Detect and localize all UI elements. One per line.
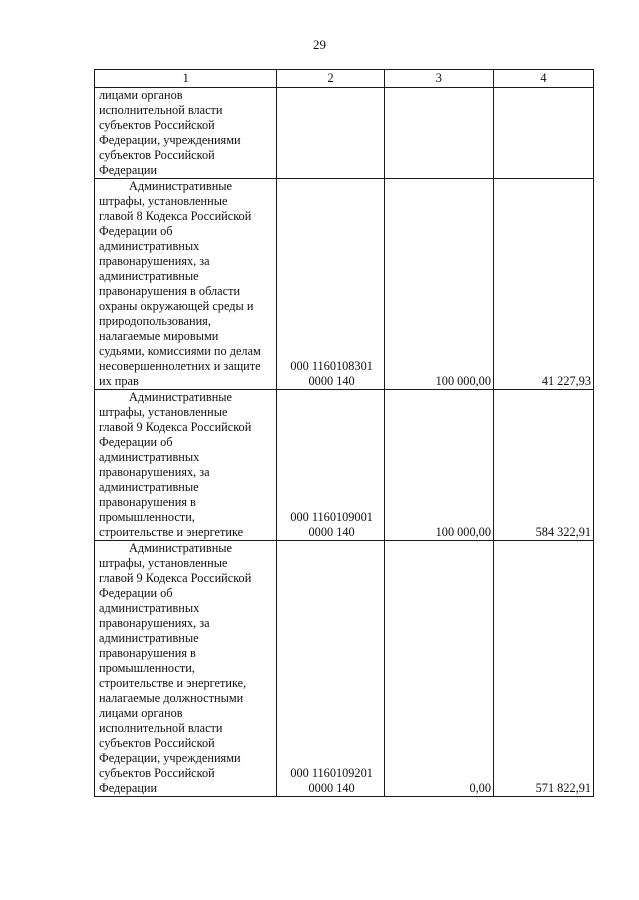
code-line-2: 0000 140 — [308, 781, 355, 795]
description-line: штрафы, установленные — [99, 194, 228, 208]
description-line: правонарушения в — [99, 646, 196, 660]
table-header-row — [95, 70, 594, 88]
description-line: Федерации об — [99, 435, 173, 449]
description-line: административных — [99, 450, 200, 464]
row-code — [277, 179, 384, 390]
description-line: налагаемые должностными — [99, 691, 244, 705]
row-description — [95, 179, 277, 390]
description-line: исполнительной власти — [99, 721, 223, 735]
row-actual-amount — [493, 88, 593, 179]
description-line: промышленности, — [99, 510, 195, 524]
description-line: их прав — [99, 374, 139, 388]
row-code — [277, 88, 384, 179]
row-actual-amount: 584 322,91 — [493, 390, 593, 541]
description-line: правонарушениях, за — [99, 616, 210, 630]
description-line: главой 9 Кодекса Российской — [99, 420, 252, 434]
column-header-2: 2 — [277, 70, 384, 88]
description-line: главой 9 Кодекса Российской — [99, 571, 252, 585]
code-line-1: 000 1160109001 — [290, 510, 373, 524]
description-line: Федерации об — [99, 586, 173, 600]
description-line: правонарушения в области — [99, 284, 241, 298]
code-line-2: 0000 140 — [308, 525, 355, 539]
code-line-2: 0000 140 — [308, 374, 355, 388]
table-row — [95, 179, 594, 390]
description-line: административных — [99, 239, 200, 253]
description-line: Административные — [129, 541, 232, 555]
description-line: природопользования, — [99, 314, 211, 328]
description-line: административных — [99, 601, 200, 615]
description-line: охраны окружающей среды и — [99, 299, 254, 313]
description-line: субъектов Российской — [99, 118, 215, 132]
description-line: несовершеннолетних и защите — [99, 359, 261, 373]
row-actual-amount: 571 822,91 — [493, 541, 593, 797]
description-line: субъектов Российской — [99, 148, 215, 162]
row-plan-amount — [384, 88, 493, 179]
description-line: административные — [99, 480, 199, 494]
row-plan-amount: 100 000,00 — [384, 390, 493, 541]
row-description — [95, 390, 277, 541]
description-line: правонарушения в — [99, 495, 196, 509]
description-line: Административные — [129, 390, 232, 404]
description-line: субъектов Российской — [99, 766, 215, 780]
description-line: субъектов Российской — [99, 736, 215, 750]
description-line: административные — [99, 269, 199, 283]
column-header-1: 1 — [95, 70, 277, 88]
row-code — [277, 390, 384, 541]
row-description — [95, 88, 277, 179]
description-line: строительстве и энергетике — [99, 525, 244, 539]
description-line: Федерации — [99, 781, 158, 795]
description-line: лицами органов — [99, 88, 183, 102]
row-description — [95, 541, 277, 797]
table-row — [95, 541, 594, 797]
code-line-1: 000 1160109201 — [290, 766, 373, 780]
description-line: главой 8 Кодекса Российской — [99, 209, 252, 223]
row-actual-amount: 41 227,93 — [493, 179, 593, 390]
description-line: судьями, комиссиями по делам — [99, 344, 261, 358]
description-line: штрафы, установленные — [99, 556, 228, 570]
description-line: налагаемые мировыми — [99, 329, 219, 343]
description-line: Федерации, учреждениями — [99, 751, 241, 765]
description-line: административные — [99, 631, 199, 645]
table-row — [95, 390, 594, 541]
description-line: лицами органов — [99, 706, 183, 720]
row-plan-amount: 0,00 — [384, 541, 493, 797]
description-line: штрафы, установленные — [99, 405, 228, 419]
column-header-4: 4 — [493, 70, 593, 88]
column-header-3: 3 — [384, 70, 493, 88]
description-line: исполнительной власти — [99, 103, 223, 117]
description-line: Федерации об — [99, 224, 173, 238]
description-line: правонарушениях, за — [99, 254, 210, 268]
code-line-1: 000 1160108301 — [290, 359, 373, 373]
description-line: Федерации — [99, 163, 158, 177]
row-plan-amount: 100 000,00 — [384, 179, 493, 390]
description-line: Административные — [129, 179, 232, 193]
table-row — [95, 88, 594, 179]
page-number: 29 — [313, 37, 326, 52]
description-line: Федерации, учреждениями — [99, 133, 241, 147]
row-code — [277, 541, 384, 797]
description-line: правонарушениях, за — [99, 465, 210, 479]
description-line: строительстве и энергетике, — [99, 676, 247, 690]
description-line: промышленности, — [99, 661, 195, 675]
budget-table — [94, 69, 594, 797]
